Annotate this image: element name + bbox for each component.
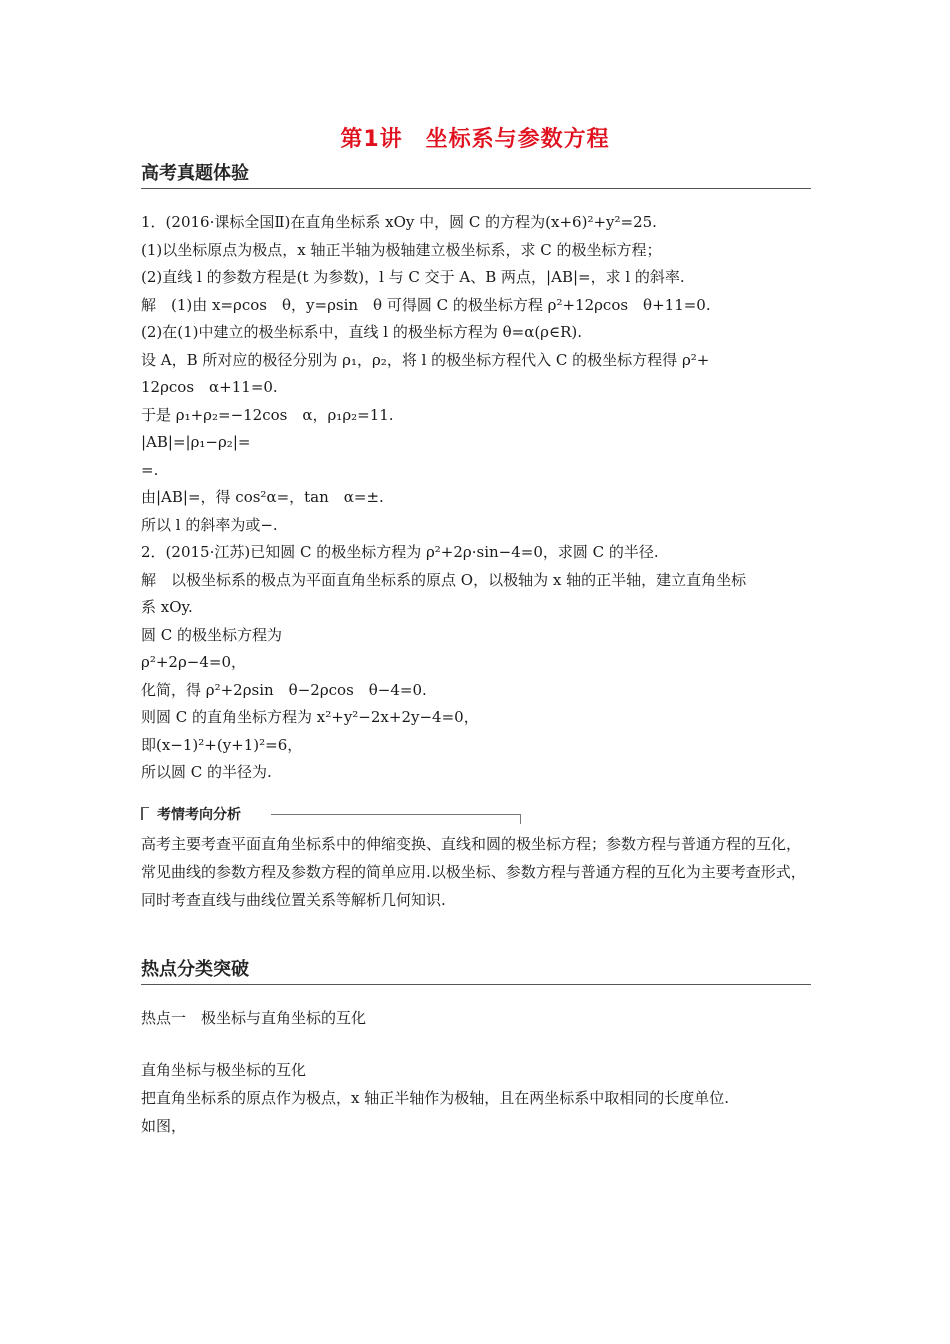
analysis-heading-bracket xyxy=(141,807,149,820)
hotspot-title: 热点一 极坐标与直角坐标的互化 xyxy=(141,1009,367,1027)
problem-line: (2)在(1)中建立的极坐标系中，直线 l 的极坐标方程为 θ=α(ρ∈R). xyxy=(141,323,583,341)
hotspot-subtitle: 直角坐标与极坐标的互化 xyxy=(141,1061,307,1079)
problem-line: 12ρcos α+11=0. xyxy=(141,378,278,396)
section-heading-exam xyxy=(141,160,811,189)
analysis-heading-label: 考情考向分析 xyxy=(157,804,247,824)
analysis-text: 高考主要考查平面直角坐标系中的伸缩变换、直线和圆的极坐标方程；参数方程与普通方程的互化，常见曲线的参数方程及参数方程的简单应用.以极坐标、参数方程与普通方程的互化为主要考查形式，同时考查直线与曲线位置关系等解析几何知识. xyxy=(141,835,806,909)
problem-line: 设 A，B 所对应的极径分别为 ρ₁，ρ₂，将 l 的极坐标方程代入 C 的极坐标方程得 ρ²+ xyxy=(141,350,710,369)
problem-line: 系 xOy. xyxy=(141,598,193,616)
problem-line: 化简，得 ρ²+2ρsin θ−2ρcos θ−4=0. xyxy=(141,680,427,699)
problem-line: 解 (1)由 x=ρcos θ，y=ρsin θ 可得圆 C 的极坐标方程 ρ²+12ρcos θ+11=0. xyxy=(141,295,711,314)
problem-line: 圆 C 的极坐标方程为 xyxy=(141,625,283,644)
problem-line: (2)直线 l 的参数方程是(t 为参数)，l 与 C 交于 A、B 两点，|AB|=，求 l 的斜率. xyxy=(141,268,685,286)
analysis-heading xyxy=(141,804,521,824)
hotspot-text-2: 如图， xyxy=(141,1117,187,1135)
problem-lines xyxy=(141,209,813,787)
problem-line: 则圆 C 的直角坐标方程为 x²+y²−2x+2y−4=0， xyxy=(141,708,479,726)
problem-line: =. xyxy=(141,460,159,479)
analysis-heading-rule xyxy=(271,814,521,815)
section-heading-hotspot xyxy=(141,956,811,985)
problem-line: (1)以坐标原点为极点，x 轴正半轴为极轴建立极坐标系，求 C 的极坐标方程； xyxy=(141,240,662,259)
problem-line: 即(x−1)²+(y+1)²=6， xyxy=(141,735,303,754)
section-heading-hotspot-label: 热点分类突破 xyxy=(141,959,249,980)
problem-line: 于是 ρ₁+ρ₂=−12cos α，ρ₁ρ₂=11. xyxy=(141,405,394,424)
problem-line: 1．(2016·课标全国Ⅱ)在直角坐标系 xOy 中，圆 C 的方程为(x+6)²+y²=25. xyxy=(141,213,657,231)
problem-line: 所以圆 C 的半径为. xyxy=(141,763,272,781)
problem-line: 所以 l 的斜率为或−. xyxy=(141,515,278,534)
problem-line: 解 以极坐标系的极点为平面直角坐标系的原点 O，以极轴为 x 轴的正半轴，建立直角坐标 xyxy=(141,570,747,589)
page-title: 第1讲 坐标系与参数方程 xyxy=(340,127,610,152)
problem-line: 2．(2015·江苏)已知圆 C 的极坐标方程为 ρ²+2ρ·sin−4=0，求圆 C 的半径. xyxy=(141,543,659,561)
problem-line: 由|AB|=，得 cos²α=，tan α=±. xyxy=(141,488,384,506)
section-heading-exam-label: 高考真题体验 xyxy=(141,163,249,184)
hotspot-text-1: 把直角坐标系的原点作为极点，x 轴正半轴作为极轴，且在两坐标系中取相同的长度单位. xyxy=(141,1089,729,1107)
problem-line: ρ²+2ρ−4=0， xyxy=(141,653,246,671)
problem-line: |AB|=|ρ₁−ρ₂|= xyxy=(141,433,251,451)
analysis-heading-tick xyxy=(520,814,521,824)
